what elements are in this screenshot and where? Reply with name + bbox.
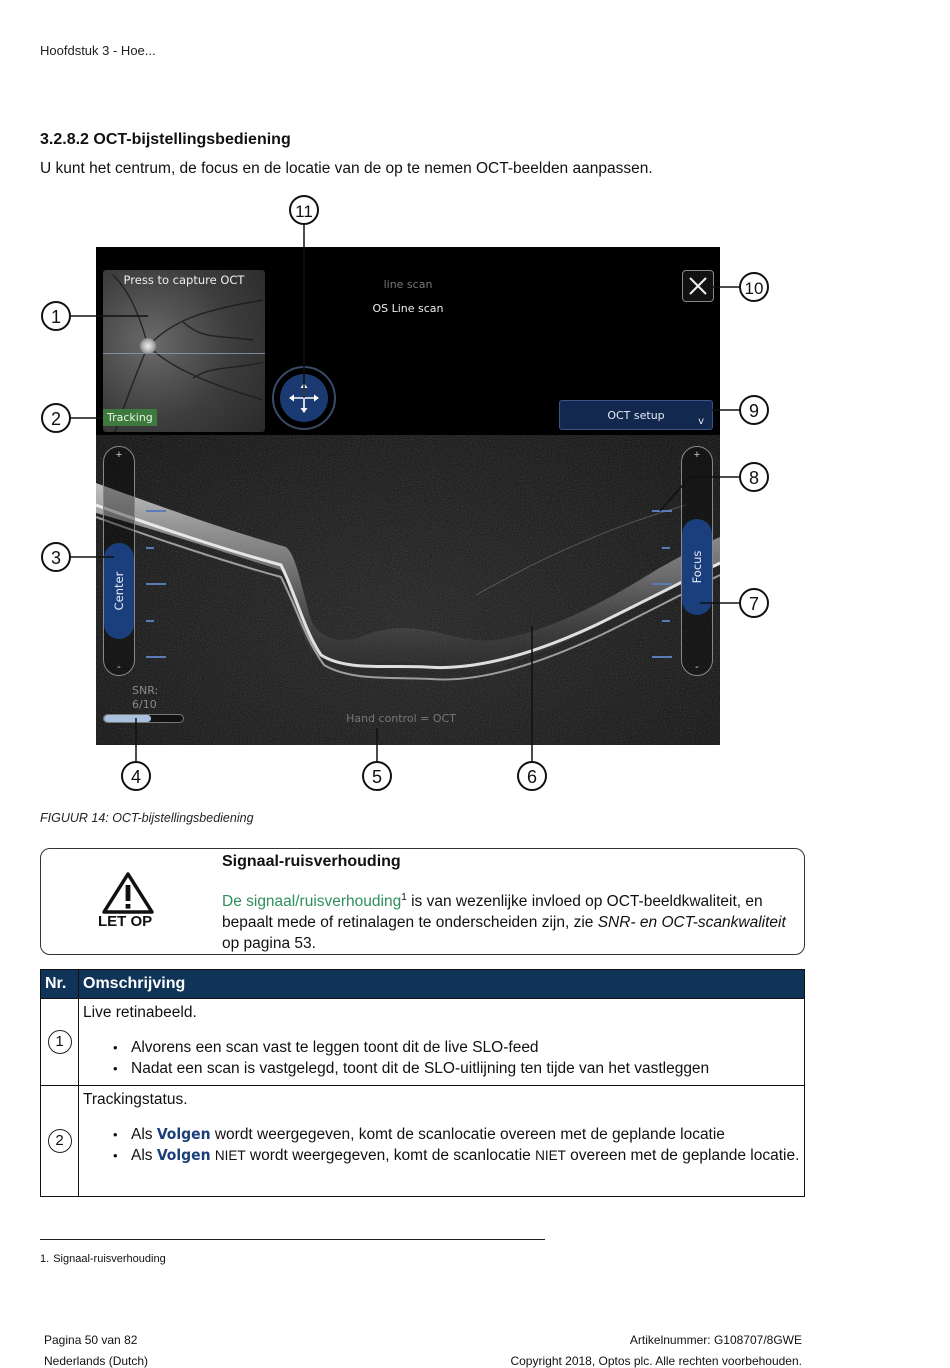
caution-reference: SNR- en OCT-scankwaliteit [597,914,786,932]
callout-2: 2 [50,409,62,429]
callout-8: 8 [748,468,760,488]
footnote-number: 1. [40,1253,50,1265]
header-nr: Nr. [41,970,79,999]
tracking-status-badge: Tracking [103,409,157,426]
callout-9: 9 [748,401,760,421]
list-item: • Nadat een scan is vastgelegd, toont dit de SLO-uitlijning ten tijde van het vastleggen [131,1058,800,1079]
chevron-down-icon: v [698,416,704,427]
bullet-text: wordt weergegeven, komt de scanlocatie [245,1147,536,1164]
row-number: 1 [48,1030,72,1054]
center-minus-icon[interactable]: - [117,661,121,673]
footer-right [510,1330,802,1368]
callout-6: 6 [526,767,538,787]
bullet-text: Als [131,1147,157,1164]
snr-title: SNR: [132,684,159,697]
emphasis-niet: NIET [214,1148,246,1163]
section-title: 3.2.8.2 OCT-bijstellingsbediening [40,131,291,148]
bullet-text: wordt weergegeven, komt de scanlocatie overeen met de geplande locatie [210,1126,725,1143]
callout-1: 1 [50,307,62,327]
ui-term-volgen: Volgen [156,1125,211,1143]
row-description-cell [79,999,805,1086]
callout-7: 7 [748,594,760,614]
table-header-row [41,970,805,999]
press-to-capture-label: Press to capture OCT [123,273,245,287]
bullet-text: overeen met de geplande locatie. [565,1147,800,1164]
row-number: 2 [48,1129,72,1153]
center-plus-icon[interactable]: + [115,449,123,461]
running-head: Hoofdstuk 3 - Hoe... [40,43,156,58]
figure-caption: FIGUUR 14: OCT-bijstellingsbediening [40,811,254,825]
list-item: • Alvorens een scan vast te leggen toont dit de live SLO-feed [131,1037,800,1058]
caution-box [40,848,805,955]
center-label: Center [112,571,126,611]
row-number-cell [41,999,79,1086]
focus-plus-icon[interactable]: + [693,449,701,461]
callout-3: 3 [50,548,62,568]
emphasis-niet: NIET [535,1148,566,1163]
footer-left [44,1330,148,1368]
caution-text-b: op pagina 53. [222,935,316,953]
row-description-cell [79,1086,805,1197]
oct-figure [0,190,950,800]
callout-5: 5 [371,767,383,787]
page-number: Pagina 50 van 82 [44,1333,138,1347]
copyright: Copyright 2018, Optos plc. Alle rechten voorbehouden. [510,1354,802,1368]
row-number-cell [41,1086,79,1197]
oct-setup-label: OCT setup [607,409,665,422]
scan-type-label: line scan [383,278,433,291]
table-row [41,999,805,1086]
focus-minus-icon[interactable]: - [695,661,699,673]
section-intro: U kunt het centrum, de focus en de locatie van de op te nemen OCT-beelden aanpassen. [40,160,653,177]
footer-language: Nederlands (Dutch) [44,1354,149,1368]
hand-control-label: Hand control = OCT [346,712,456,725]
footnote-text: Signaal-ruisverhouding [53,1253,166,1265]
list-item [131,1124,800,1145]
footnote-divider [40,1239,545,1240]
header-description: Omschrijving [79,970,805,999]
snr-value: 6/10 [132,698,157,711]
list-item [131,1145,800,1166]
caution-title: Signaal-ruisverhouding [222,853,401,870]
article-number: Artikelnummer: G108707/8GWE [629,1333,802,1347]
callout-overlay [0,190,950,800]
footnote-ref[interactable]: 1 [401,892,407,903]
focus-label: Focus [690,550,704,584]
row-title: Trackingstatus. [83,1091,188,1108]
bullet-list [83,1037,800,1079]
snr-link[interactable]: De signaal/ruisverhouding [222,893,402,911]
callout-4: 4 [130,767,142,787]
description-table [40,969,805,1197]
caution-text-a: is van wezenlijke invloed op OCT-beeldkwaliteit, en bepaalt mede of retinalagen te onderscheiden zijn, zie [222,893,763,932]
scan-name-label: OS Line scan [372,302,444,315]
bullet-text: Als [131,1126,157,1143]
row-title: Live retinabeeld. [83,1004,197,1021]
caution-text [222,887,792,954]
caution-label: LET OP [98,913,153,930]
bullet-list [83,1124,800,1166]
ui-term-volgen: Volgen [156,1146,211,1164]
footnote [40,1253,166,1265]
callout-11: 11 [295,202,313,221]
table-row [41,1086,805,1197]
callout-10: 10 [744,279,764,298]
